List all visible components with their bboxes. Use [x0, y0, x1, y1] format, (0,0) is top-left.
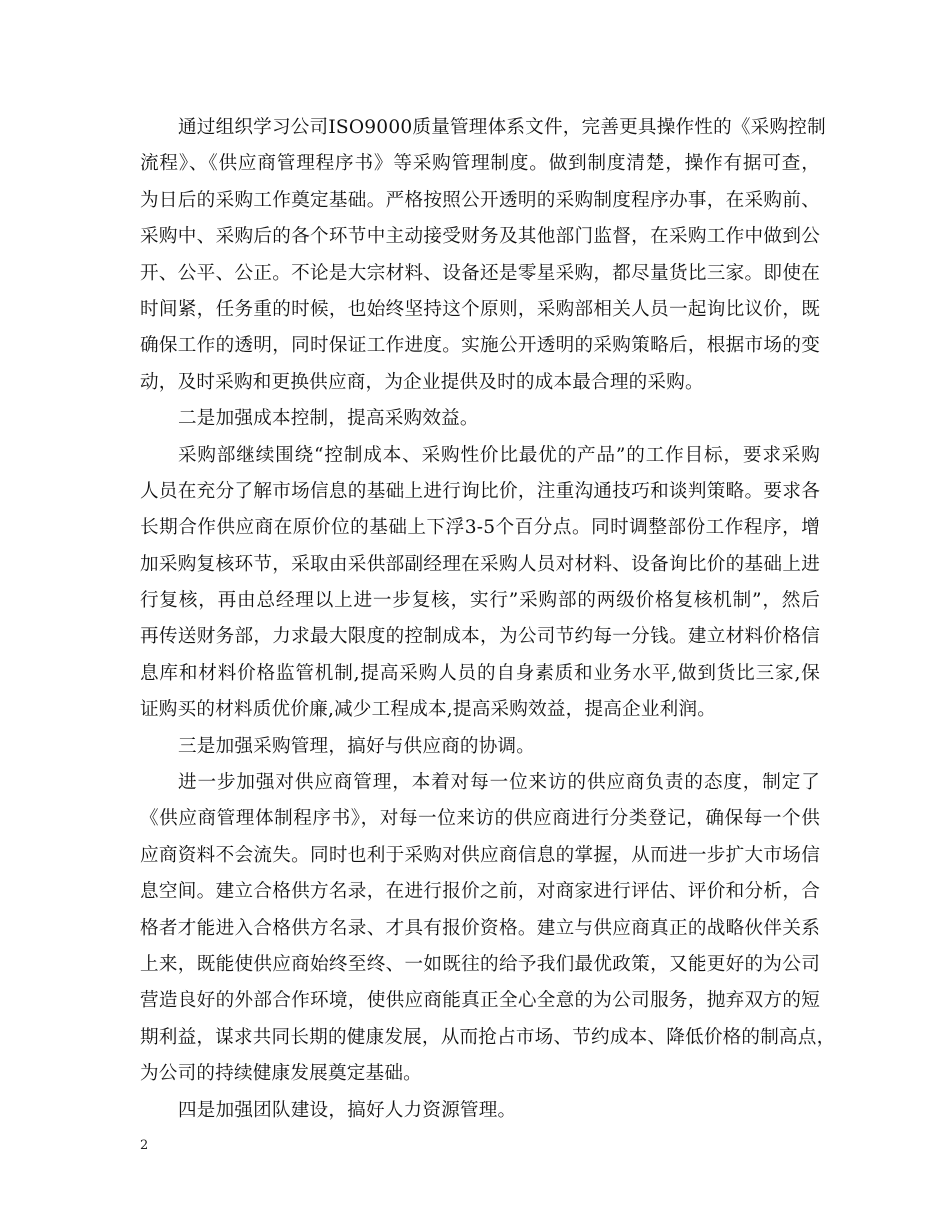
text-line: 行复核，再由总经理以上进一步复核，实行”采购部的两级价格复核机制”，然后	[140, 590, 820, 612]
text-line: 开、公平、公正。不论是大宗材料、设备还是零星采购，都尽量货比三家。即使在	[140, 262, 820, 284]
text-line: 格者才能进入合格供方名录、才具有报价资格。建立与供应商真正的战略伙伴关系	[140, 917, 820, 939]
text-line: 流程》、《供应商管理程序书》等采购管理制度。做到制度清楚，操作有据可查，	[140, 153, 820, 175]
text-line: 人员在充分了解市场信息的基础上进行询比价，注重沟通技巧和谈判策略。要求各	[140, 480, 820, 502]
text-line: 营造良好的外部合作环境，使供应商能真正全心全意的为公司服务，抛弃双方的短	[140, 990, 820, 1012]
text-line: 息库和材料价格监管机制,提高采购人员的自身素质和业务水平,做到货比三家,保	[140, 662, 820, 684]
page-number: 2	[140, 1138, 149, 1153]
text-line: 长期合作供应商在原价位的基础上下浮3-5个百分点。同时调整部份工作程序，增	[140, 517, 820, 539]
text-line: 期利益，谋求共同长期的健康发展，从而抢占市场、节约成本、降低价格的制高点，	[140, 1026, 836, 1048]
text-line: 进一步加强对供应商管理，本着对每一位来访的供应商负责的态度，制定了	[178, 772, 820, 794]
text-line: 时间紧，任务重的时候，也始终坚持这个原则，采购部相关人员一起询比议价，既	[140, 298, 820, 320]
text-line: 为日后的采购工作奠定基础。严格按照公开透明的采购制度程序办事，在采购前、	[140, 189, 820, 211]
text-line: 证购买的材料质优价廉,减少工程成本,提高采购效益，提高企业利润。	[140, 699, 717, 721]
text-line: 二是加强成本控制，提高采购效益。	[178, 408, 479, 430]
text-line: 再传送财务部，力求最大限度的控制成本，为公司节约每一分钱。建立材料价格信	[140, 626, 820, 648]
text-line: 应商资料不会流失。同时也利于采购对供应商信息的掌握，从而进一步扩大市场信	[140, 844, 820, 866]
text-line: 通过组织学习公司ISO9000质量管理体系文件，完善更具操作性的《采购控制	[178, 117, 826, 138]
text-line: 采购中、采购后的各个环节中主动接受财务及其他部门监督，在采购工作中做到公	[140, 226, 820, 248]
text-line: 动，及时采购和更换供应商，为企业提供及时的成本最合理的采购。	[140, 371, 704, 393]
text-line: 上来，既能使供应商始终至终、一如既往的给予我们最优政策，又能更好的为公司	[140, 953, 820, 975]
document-body	[140, 110, 836, 1129]
text-line: 息空间。建立合格供方名录，在进行报价之前，对商家进行评估、评价和分析，合	[140, 881, 820, 903]
text-line: 四是加强团队建设，搞好人力资源管理。	[178, 1099, 517, 1121]
text-line: 三是加强采购管理，搞好与供应商的协调。	[178, 735, 536, 757]
text-line: 确保工作的透明，同时保证工作进度。实施公开透明的采购策略后，根据市场的变	[140, 335, 820, 357]
text-line: 为公司的持续健康发展奠定基础。	[140, 1063, 422, 1085]
text-line: 采购部继续围绕“控制成本、采购性价比最优的产品”的工作目标，要求采购	[178, 444, 820, 466]
text-line: 《供应商管理体制程序书》，对每一位来访的供应商进行分类登记，确保每一个供	[140, 808, 820, 830]
text-line: 加采购复核环节，采取由采供部副经理在采购人员对材料、设备询比价的基础上进	[140, 553, 820, 575]
